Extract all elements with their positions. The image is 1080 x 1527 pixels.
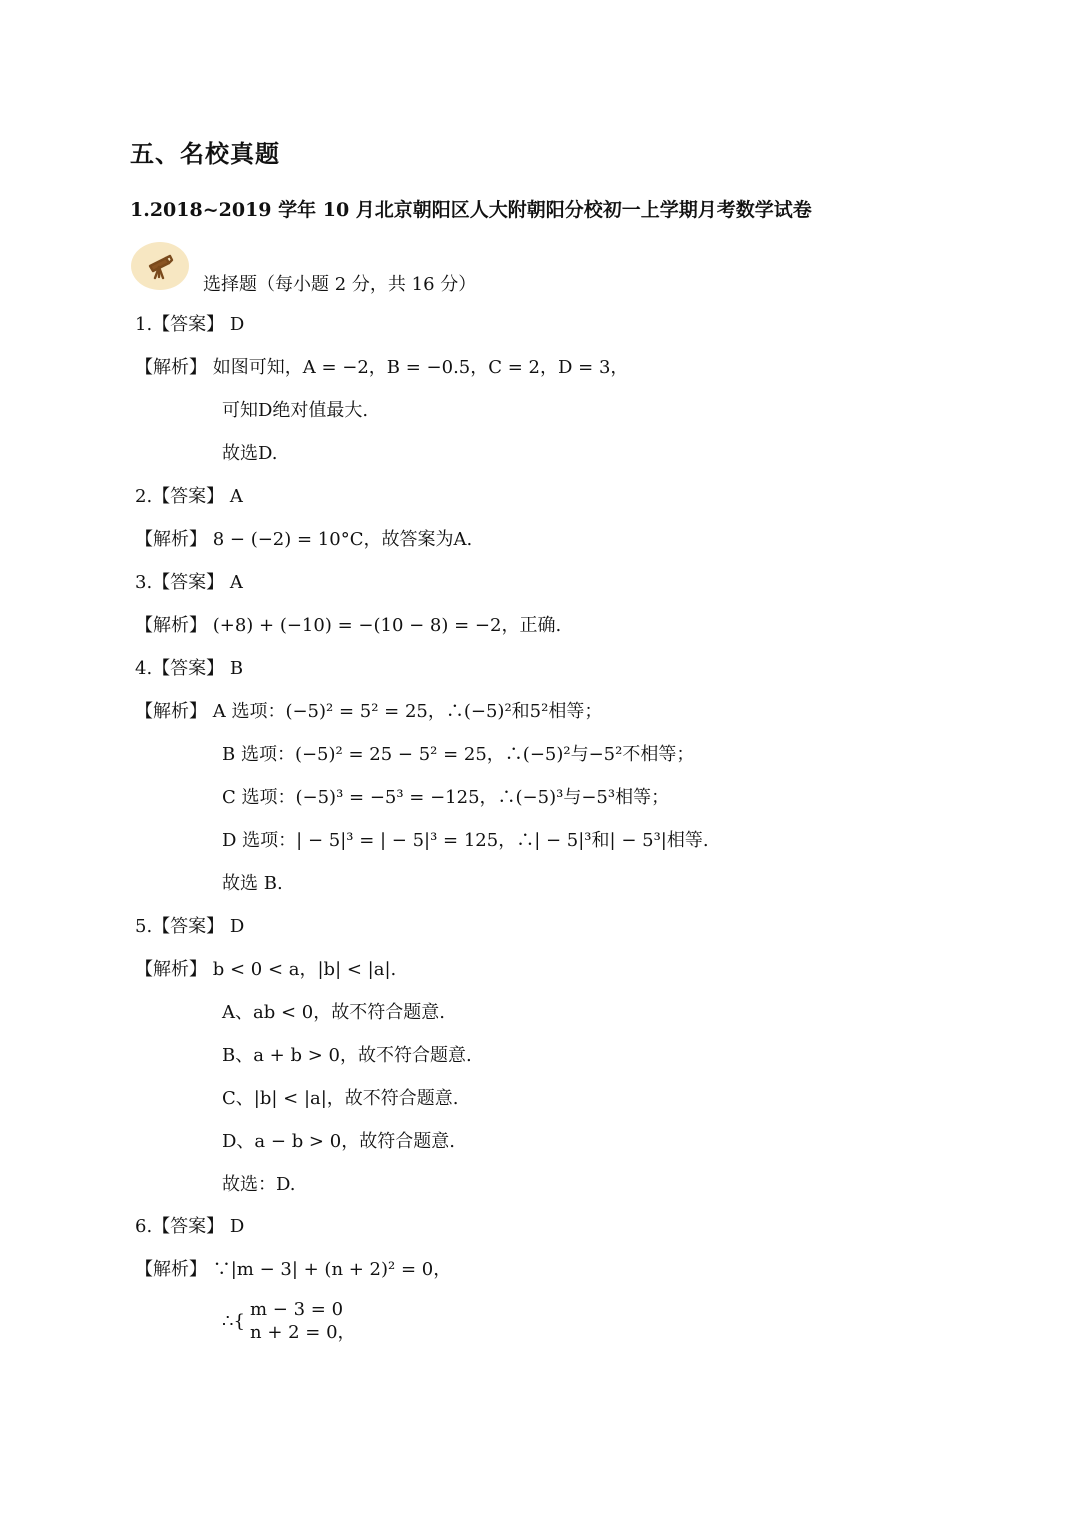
analysis-1: 【解析】 如图可知，A = −2，B = −0.5，C = 2，D = 3， bbox=[135, 357, 629, 378]
exam-title: 1.2018~2019 学年 10 月北京朝阳区人大附朝阳分校初一上学期月考数学试卷 bbox=[130, 199, 812, 221]
analysis-5-line-2: A、ab < 0，故不符合题意. bbox=[222, 1002, 445, 1023]
answer-5: 5.【答案】 D bbox=[135, 916, 245, 937]
equation-row-1: m − 3 = 0 bbox=[250, 1299, 344, 1320]
analysis-4-line-5: 故选 B. bbox=[222, 873, 283, 894]
answer-3: 3.【答案】 A bbox=[135, 572, 243, 593]
telescope-badge bbox=[131, 242, 189, 290]
analysis-2: 【解析】 8 − (−2) = 10°C，故答案为A. bbox=[135, 529, 473, 550]
analysis-5-line-6: 故选：D. bbox=[222, 1174, 296, 1195]
analysis-4: 【解析】 A 选项：(−5)² = 5² = 25，∴(−5)²和5²相等； bbox=[135, 701, 603, 722]
analysis-4-line-3: C 选项：(−5)³ = −5³ = −125，∴(−5)³与−5³相等； bbox=[222, 787, 670, 808]
analysis-5: 【解析】 b < 0 < a，|b| < |a|. bbox=[135, 959, 397, 980]
analysis-1-line-3: 故选D. bbox=[222, 443, 278, 464]
answer-6: 6.【答案】 D bbox=[135, 1216, 245, 1237]
section-title: 五、名校真题 bbox=[130, 140, 280, 168]
analysis-3: 【解析】 (+8) + (−10) = −(10 − 8) = −2，正确. bbox=[135, 615, 562, 636]
therefore-brace: ∴{ bbox=[222, 1311, 245, 1332]
analysis-6: 【解析】 ∵|m − 3| + (n + 2)² = 0， bbox=[135, 1259, 452, 1280]
analysis-5-line-5: D、a − b > 0，故符合题意. bbox=[222, 1131, 455, 1152]
answer-2: 2.【答案】 A bbox=[135, 486, 243, 507]
part-label: 选择题（每小题 2 分，共 16 分） bbox=[203, 274, 477, 295]
equation-row-2: n + 2 = 0， bbox=[250, 1322, 356, 1343]
analysis-1-line-2: 可知D绝对值最大. bbox=[222, 400, 369, 421]
analysis-4-line-2: B 选项：(−5)² = 25 − 5² = 25，∴(−5)²与−5²不相等； bbox=[222, 744, 695, 765]
analysis-4-line-4: D 选项：| − 5|³ = | − 5|³ = 125，∴| − 5|³和| − 5³|相等. bbox=[222, 830, 709, 851]
answer-4: 4.【答案】 B bbox=[135, 658, 244, 679]
answer-1: 1.【答案】 D bbox=[135, 314, 245, 335]
analysis-5-line-3: B、a + b > 0，故不符合题意. bbox=[222, 1045, 472, 1066]
telescope-icon bbox=[144, 250, 176, 282]
analysis-5-line-4: C、|b| < |a|，故不符合题意. bbox=[222, 1088, 459, 1109]
